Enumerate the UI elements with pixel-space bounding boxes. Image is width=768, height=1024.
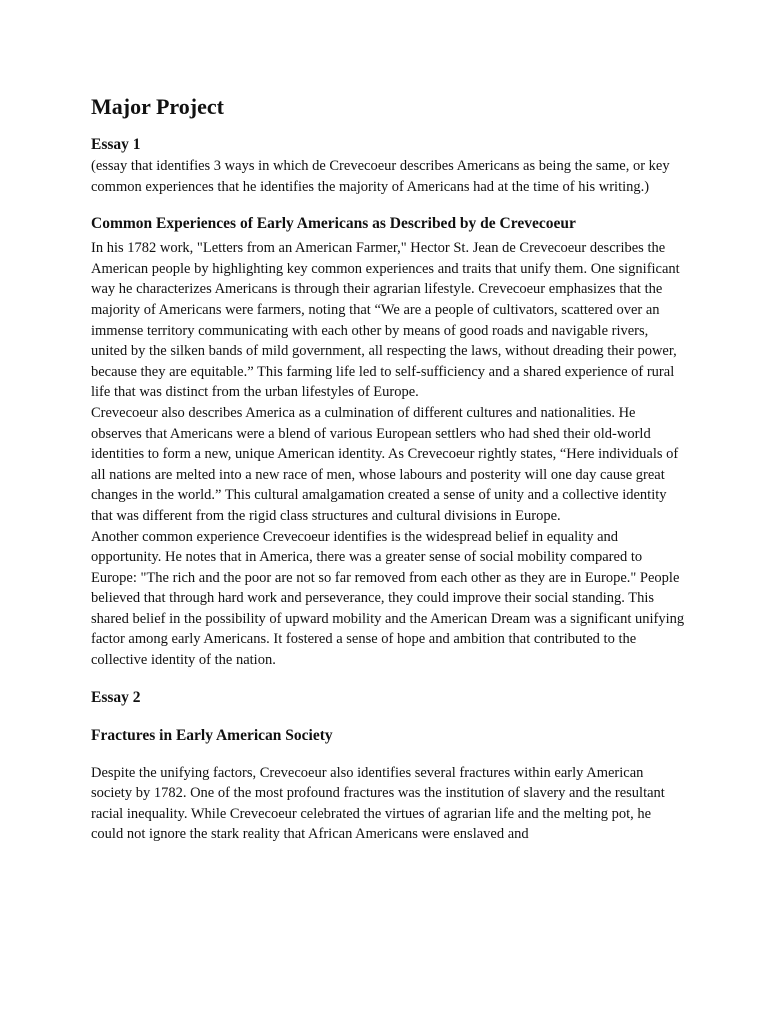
essay1-paragraph-2: Crevecoeur also describes America as a culmination of different cultures and nationalities. He observes that Americans were a blend of various European settlers who had shed their old-world identities to form a new, unique American identity. As Crevecoeur rightly states, “Here individuals of all nations are melted into a new race of men, whose labours and posterity will one day cause great changes in the world.” This cultural amalgamation created a sense of unity and a collective identity that was different from the rigid class structures and cultural divisions in Europe. — [91, 404, 679, 524]
essay2-subtitle: Fractures in Early American Society — [91, 726, 333, 744]
essay1-heading: Essay 1 — [91, 136, 141, 153]
essay2-paragraph: Despite the unifying factors, Crevecoeur also identifies several fractures within early American society by 1782. One of the most profound fractures was the institution of slavery and the resultant racial inequality. While Crevecoeur celebrated the virtues of agrarian life and the melting pot, he could not ignore the stark reality that African Americans were enslaved and — [91, 764, 665, 843]
essay2-heading: Essay 2 — [91, 688, 141, 706]
document-title: Major Project — [91, 94, 224, 119]
essay1-paragraph-1: In his 1782 work, "Letters from an American Farmer," Hector St. Jean de Crevecoeur describes the American people by highlighting key common experiences and traits that unify them. One significant way he characterizes Americans is through their agrarian lifestyle. Crevecoeur emphasizes that the majority of Americans were farmers, noting that “We are a people of cultivators, scattered over an immense territory communicating with each other by means of good roads and navigable rivers, united by the silken bands of mild government, all respecting the laws, without dreading their power, because they are equitable.” This farming life led to self-sufficiency and a shared experience of rural life that was distinct from the urban lifestyles of Europe. — [91, 240, 680, 401]
essay1-paragraph-3: Another common experience Crevecoeur identifies is the widespread belief in equality and opportunity. He notes that in America, there was a greater sense of social mobility compared to Europe: "The rich and the poor are not so far removed from each other as they are in Europe." People believed that through hard work and perseverance, they could improve their social standing. This shared belief in the possibility of upward mobility and the American Dream was a significant unifying factor among early Americans. It fostered a sense of hope and ambition that contributed to the collective identity of the nation. — [91, 528, 685, 669]
document-page — [91, 92, 685, 845]
essay1-subtitle: Common Experiences of Early Americans as Described by de Crevecoeur — [91, 215, 576, 233]
essay1-prompt: (essay that identifies 3 ways in which de Crevecoeur describes Americans as being the same, or key common experiences that he identifies the majority of Americans had at the time of his writing.) — [91, 158, 670, 195]
